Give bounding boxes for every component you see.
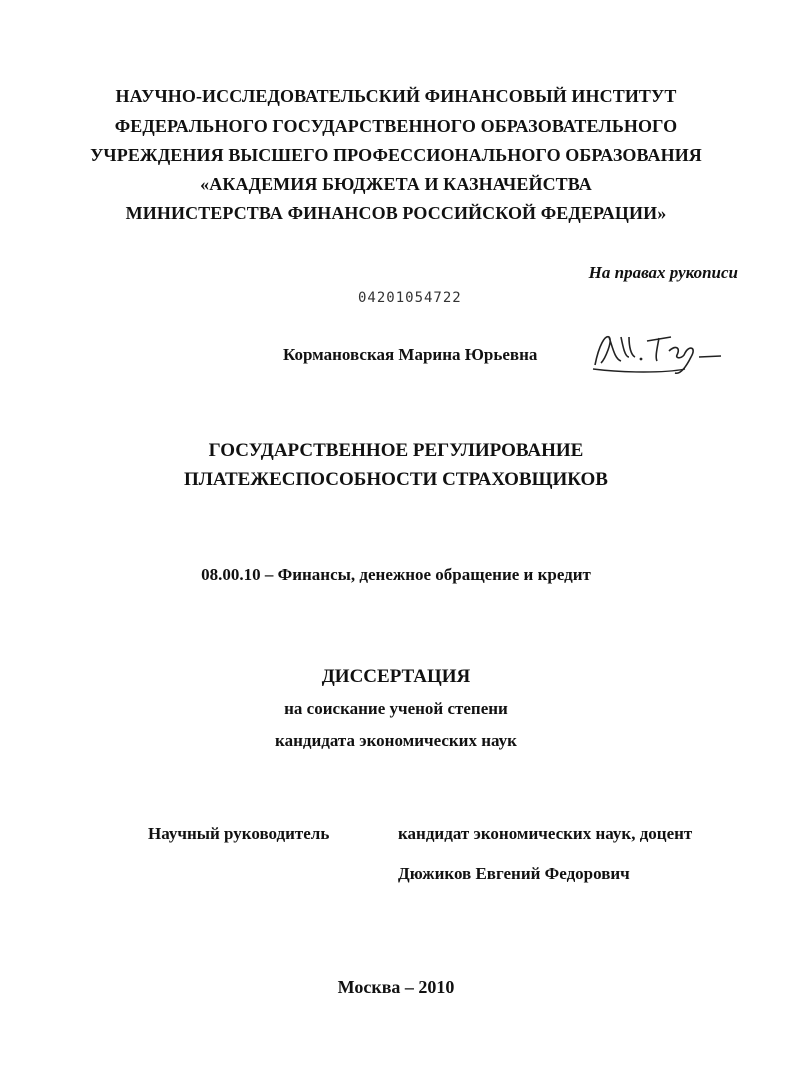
registration-number: 04201054722 [358,290,462,306]
institution-line-2: ФЕДЕРАЛЬНОГО ГОСУДАРСТВЕННОГО ОБРАЗОВАТЕЛЬНОГО [114,116,678,136]
handwritten-signature [585,325,725,380]
specialty: 08.00.10 – Финансы, денежное обращение и кредит [201,565,591,584]
title-line-1: ГОСУДАРСТВЕННОЕ РЕГУЛИРОВАНИЕ [208,440,584,461]
degree-line-1: на соискание ученой степени [284,699,508,718]
institution-line-5: МИНИСТЕРСТВА ФИНАНСОВ РОССИЙСКОЙ ФЕДЕРАЦИИ» [125,203,667,223]
place-year: Москва – 2010 [337,977,455,997]
author-name: Кормановская Марина Юрьевна [283,345,538,364]
institution-line-4: «АКАДЕМИЯ БЮДЖЕТА И КАЗНАЧЕЙСТВА [200,174,592,194]
institution-line-3: УЧРЕЖДЕНИЯ ВЫСШЕГО ПРОФЕССИОНАЛЬНОГО ОБРАЗОВАНИЯ [90,145,702,165]
rights-note: На правах рукописи [588,263,738,282]
degree-line-2: кандидата экономических наук [275,731,517,750]
title-line-2: ПЛАТЕЖЕСПОСОБНОСТИ СТРАХОВЩИКОВ [184,469,608,490]
institution-line-1: НАУЧНО-ИССЛЕДОВАТЕЛЬСКИЙ ФИНАНСОВЫЙ ИНСТИТУТ [115,86,677,106]
supervisor-name: Дюжиков Евгений Федорович [398,864,630,883]
supervisor-degree: кандидат экономических наук, доцент [398,824,693,843]
document-type: ДИССЕРТАЦИЯ [321,666,471,687]
supervisor-label: Научный руководитель [148,824,330,843]
